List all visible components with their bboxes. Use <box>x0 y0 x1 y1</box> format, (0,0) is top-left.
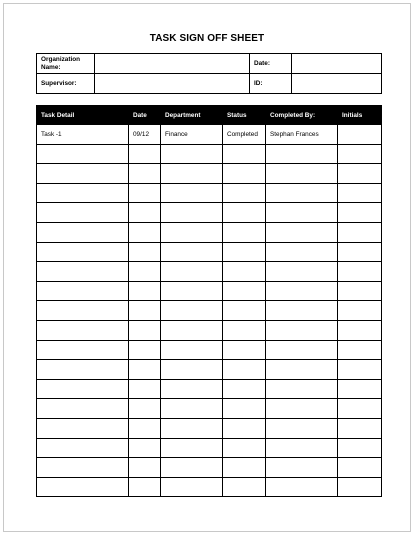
table-row <box>37 242 382 262</box>
date-cell[interactable] <box>129 360 161 380</box>
completed-by-cell[interactable] <box>266 183 338 203</box>
initials-cell[interactable] <box>338 262 382 282</box>
department-cell[interactable] <box>161 203 223 223</box>
completed-by-cell[interactable] <box>266 360 338 380</box>
date-field[interactable] <box>292 54 382 74</box>
table-row <box>37 458 382 478</box>
department-cell[interactable] <box>161 144 223 164</box>
date-cell[interactable] <box>129 144 161 164</box>
date-cell[interactable] <box>129 477 161 497</box>
date-cell[interactable] <box>129 222 161 242</box>
date-cell[interactable] <box>129 281 161 301</box>
task-detail-cell[interactable] <box>37 458 129 478</box>
initials-cell[interactable] <box>338 301 382 321</box>
date-cell[interactable] <box>129 262 161 282</box>
status-cell[interactable] <box>223 183 266 203</box>
table-row <box>37 301 382 321</box>
table-row <box>37 399 382 419</box>
completed-by-cell[interactable] <box>266 458 338 478</box>
column-header-completed-by: Completed By: <box>266 106 338 125</box>
id-field[interactable] <box>292 74 382 94</box>
task-detail-cell[interactable] <box>37 320 129 340</box>
table-row <box>37 183 382 203</box>
department-cell[interactable] <box>161 379 223 399</box>
status-cell[interactable] <box>223 418 266 438</box>
supervisor-label: Supervisor: <box>37 74 95 94</box>
initials-cell[interactable] <box>338 320 382 340</box>
page-title: TASK SIGN OFF SHEET <box>149 33 265 44</box>
status-cell[interactable] <box>223 360 266 380</box>
initials-cell[interactable] <box>338 203 382 223</box>
department-cell[interactable] <box>161 222 223 242</box>
date-cell[interactable] <box>129 301 161 321</box>
table-row <box>37 477 382 497</box>
column-header-department: Department <box>161 106 223 125</box>
task-detail-cell[interactable] <box>37 418 129 438</box>
info-table <box>36 53 382 94</box>
table-row <box>37 262 382 282</box>
status-cell[interactable] <box>223 438 266 458</box>
completed-by-cell[interactable] <box>266 301 338 321</box>
organization-label: Organization Name: <box>37 54 95 74</box>
date-cell[interactable] <box>129 399 161 419</box>
initials-cell[interactable] <box>338 360 382 380</box>
status-cell[interactable] <box>223 379 266 399</box>
initials-cell[interactable] <box>338 418 382 438</box>
department-cell[interactable]: Finance <box>161 125 223 145</box>
initials-cell[interactable] <box>338 399 382 419</box>
department-cell[interactable] <box>161 458 223 478</box>
table-row <box>37 281 382 301</box>
table-row <box>37 222 382 242</box>
info-row <box>37 74 382 94</box>
table-row <box>37 320 382 340</box>
date-cell[interactable]: 09/12 <box>129 125 161 145</box>
date-cell[interactable] <box>129 340 161 360</box>
initials-cell[interactable] <box>338 183 382 203</box>
initials-cell[interactable] <box>338 242 382 262</box>
task-detail-cell[interactable] <box>37 183 129 203</box>
column-header-initials: Initials <box>338 106 382 125</box>
document-page <box>3 3 411 532</box>
task-detail-cell[interactable] <box>37 203 129 223</box>
department-cell[interactable] <box>161 242 223 262</box>
status-cell[interactable] <box>223 340 266 360</box>
status-cell[interactable] <box>223 281 266 301</box>
task-detail-cell[interactable] <box>37 340 129 360</box>
task-detail-cell[interactable]: Task -1 <box>37 125 129 145</box>
task-detail-cell[interactable] <box>37 399 129 419</box>
completed-by-cell[interactable] <box>266 144 338 164</box>
department-cell[interactable] <box>161 301 223 321</box>
column-header-date: Date <box>129 106 161 125</box>
task-detail-cell[interactable] <box>37 360 129 380</box>
date-cell[interactable] <box>129 418 161 438</box>
department-cell[interactable] <box>161 281 223 301</box>
date-cell[interactable] <box>129 242 161 262</box>
date-cell[interactable] <box>129 379 161 399</box>
department-cell[interactable] <box>161 164 223 184</box>
date-label: Date: <box>250 54 292 74</box>
initials-cell[interactable] <box>338 458 382 478</box>
department-cell[interactable] <box>161 183 223 203</box>
date-cell[interactable] <box>129 183 161 203</box>
department-cell[interactable] <box>161 320 223 340</box>
completed-by-cell[interactable] <box>266 242 338 262</box>
completed-by-cell[interactable] <box>266 340 338 360</box>
initials-cell[interactable] <box>338 144 382 164</box>
date-cell[interactable] <box>129 458 161 478</box>
task-detail-cell[interactable] <box>37 379 129 399</box>
table-row <box>37 418 382 438</box>
department-cell[interactable] <box>161 360 223 380</box>
tasks-table <box>36 105 382 497</box>
initials-cell[interactable] <box>338 438 382 458</box>
organization-field[interactable] <box>95 54 250 74</box>
completed-by-cell[interactable] <box>266 203 338 223</box>
status-cell[interactable]: Completed <box>223 125 266 145</box>
status-cell[interactable] <box>223 164 266 184</box>
table-row <box>37 340 382 360</box>
table-row <box>37 125 382 145</box>
task-detail-cell[interactable] <box>37 242 129 262</box>
status-cell[interactable] <box>223 222 266 242</box>
status-cell[interactable] <box>223 301 266 321</box>
completed-by-cell[interactable] <box>266 164 338 184</box>
completed-by-cell[interactable] <box>266 438 338 458</box>
completed-by-cell[interactable] <box>266 222 338 242</box>
task-detail-cell[interactable] <box>37 281 129 301</box>
tasks-body <box>37 125 382 497</box>
status-cell[interactable] <box>223 458 266 478</box>
task-detail-cell[interactable] <box>37 477 129 497</box>
department-cell[interactable] <box>161 477 223 497</box>
initials-cell[interactable] <box>338 379 382 399</box>
task-detail-cell[interactable] <box>37 164 129 184</box>
status-cell[interactable] <box>223 242 266 262</box>
status-cell[interactable] <box>223 262 266 282</box>
initials-cell[interactable] <box>338 281 382 301</box>
department-cell[interactable] <box>161 399 223 419</box>
table-row <box>37 203 382 223</box>
completed-by-cell[interactable]: Stephan Frances <box>266 125 338 145</box>
task-detail-cell[interactable] <box>37 144 129 164</box>
initials-cell[interactable] <box>338 477 382 497</box>
status-cell[interactable] <box>223 320 266 340</box>
id-label: ID: <box>250 74 292 94</box>
date-cell[interactable] <box>129 203 161 223</box>
tasks-header-row <box>37 106 382 125</box>
department-cell[interactable] <box>161 438 223 458</box>
completed-by-cell[interactable] <box>266 399 338 419</box>
department-cell[interactable] <box>161 418 223 438</box>
department-cell[interactable] <box>161 262 223 282</box>
column-header-status: Status <box>223 106 266 125</box>
date-cell[interactable] <box>129 164 161 184</box>
completed-by-cell[interactable] <box>266 379 338 399</box>
department-cell[interactable] <box>161 340 223 360</box>
supervisor-field[interactable] <box>95 74 250 94</box>
table-row <box>37 379 382 399</box>
table-row <box>37 144 382 164</box>
column-header-task-detail: Task Detail <box>37 106 129 125</box>
date-cell[interactable] <box>129 320 161 340</box>
task-detail-cell[interactable] <box>37 301 129 321</box>
task-detail-cell[interactable] <box>37 438 129 458</box>
completed-by-cell[interactable] <box>266 477 338 497</box>
initials-cell[interactable] <box>338 164 382 184</box>
status-cell[interactable] <box>223 144 266 164</box>
task-detail-cell[interactable] <box>37 262 129 282</box>
initials-cell[interactable] <box>338 222 382 242</box>
table-row <box>37 438 382 458</box>
date-cell[interactable] <box>129 438 161 458</box>
completed-by-cell[interactable] <box>266 262 338 282</box>
initials-cell[interactable] <box>338 340 382 360</box>
initials-cell[interactable] <box>338 125 382 145</box>
status-cell[interactable] <box>223 477 266 497</box>
table-row <box>37 360 382 380</box>
table-row <box>37 164 382 184</box>
completed-by-cell[interactable] <box>266 281 338 301</box>
status-cell[interactable] <box>223 399 266 419</box>
info-row <box>37 54 382 74</box>
task-detail-cell[interactable] <box>37 222 129 242</box>
completed-by-cell[interactable] <box>266 320 338 340</box>
completed-by-cell[interactable] <box>266 418 338 438</box>
status-cell[interactable] <box>223 203 266 223</box>
